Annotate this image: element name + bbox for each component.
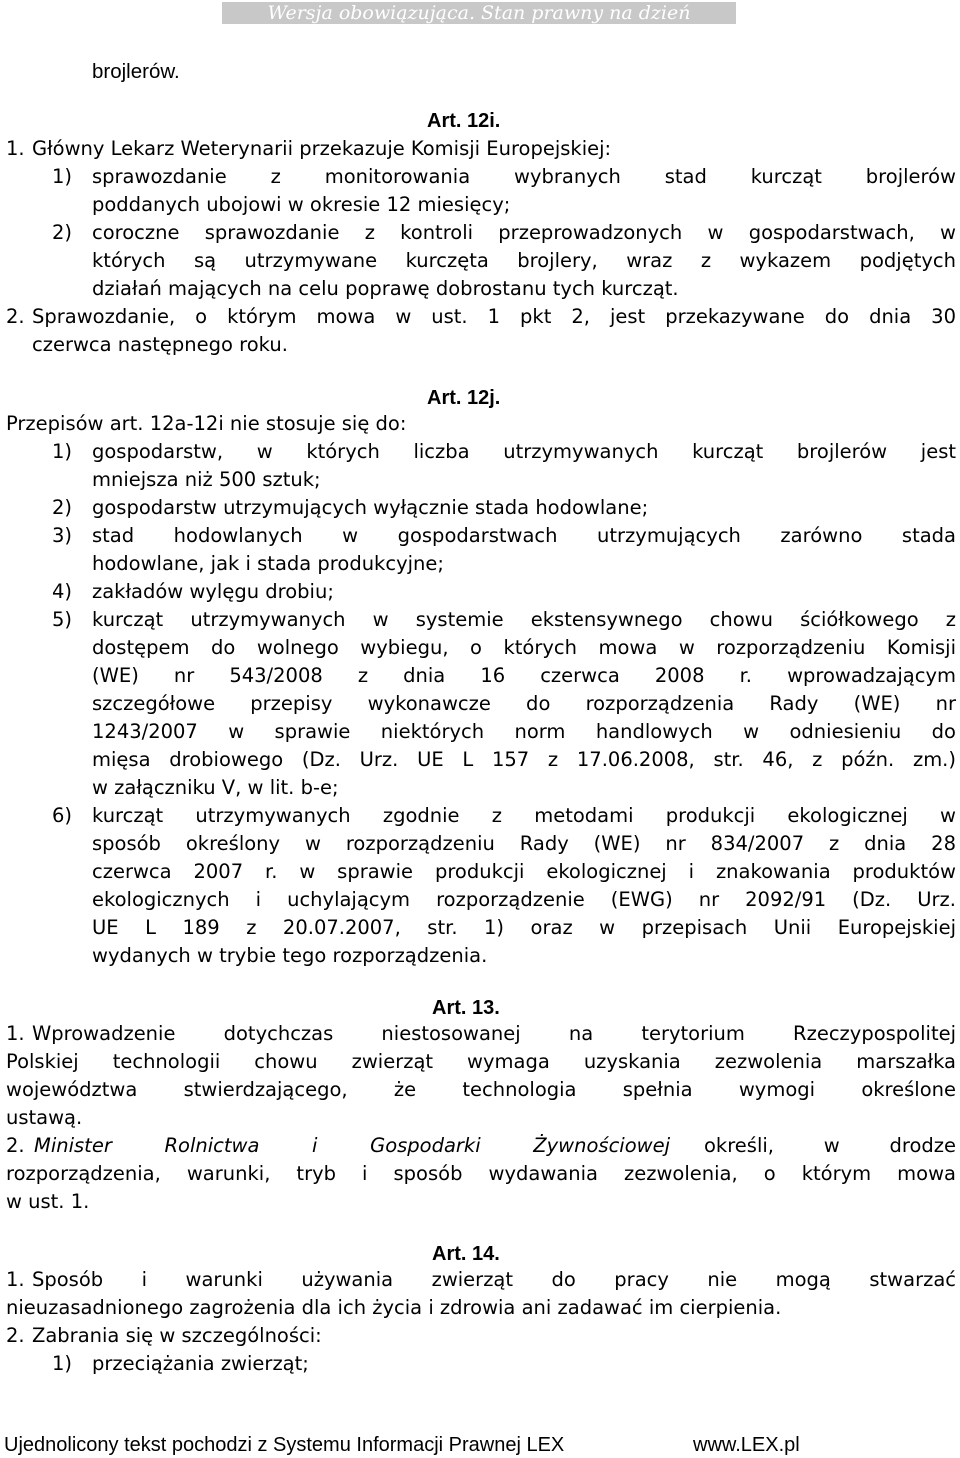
art-12i-p1-number: 1. <box>6 137 25 160</box>
art-12i-item1-line1: sprawozdanie z monitorowania wybranych stad kurcząt brojlerów <box>92 165 956 188</box>
art-12j-item3-line2: hodowlane, jak i stada produkcyjne; <box>92 552 444 575</box>
art-12j-item4-line1: zakładów wylęgu drobiu; <box>92 580 334 603</box>
art-12j-item6-line2: sposób określony w rozporządzeniu Rady (WE) nr 834/2007 z dnia 28 <box>92 832 956 855</box>
art-14-p1-line2: nieuzasadnionego zagrożenia dla ich życia i zdrowia ani zadawać im cierpienia. <box>6 1296 782 1319</box>
art-13-p1-number: 1. <box>6 1022 25 1045</box>
art-13-title: Art. 13. <box>432 997 500 1019</box>
art-12i-item2-line3: działań mających na celu poprawę dobrostanu tych kurcząt. <box>92 277 679 300</box>
art-12j-item6-line6: wydanych w trybie tego rozporządzenia. <box>92 944 488 967</box>
art-13-p1-line1: Wprowadzenie dotychczas niestosowanej na terytorium Rzeczypospolitej <box>32 1022 956 1045</box>
intro-tail: brojlerów. <box>92 60 180 83</box>
art-12j-item5-number: 5) <box>52 608 73 631</box>
art-12i-p1-text: Główny Lekarz Weterynarii przekazuje Komisji Europejskiej: <box>32 137 612 160</box>
art-14-p2-line1: Zabrania się w szczególności: <box>32 1324 322 1347</box>
art-12j-item5-line5: 1243/2007 w sprawie niektórych norm handlowych w odniesieniu do <box>92 720 956 743</box>
art-12j-item4-number: 4) <box>52 580 73 603</box>
art-13-p1-line3: województwa stwierdzającego, że technologia spełnia wymogi określone <box>6 1078 956 1101</box>
art-12i-item2-line1: coroczne sprawozdanie z kontroli przeprowadzonych w gospodarstwach, w <box>92 221 956 244</box>
art-13-p2-line1 <box>34 1132 956 1160</box>
minister-rest-text: określi, w drodze <box>704 1134 956 1157</box>
art-12j-item1-line1: gospodarstw, w których liczba utrzymywanych kurcząt brojlerów jest <box>92 440 956 463</box>
art-14-title: Art. 14. <box>432 1243 500 1265</box>
art-12i-item2-line2: których są utrzymywane kurczęta brojlery, wraz z wykazem podjętych <box>92 249 956 272</box>
art-12j-intro: Przepisów art. 12a-12i nie stosuje się do: <box>6 412 407 435</box>
art-12i-p2-line2: czerwca następnego roku. <box>32 333 288 356</box>
art-13-p2-line3: w ust. 1. <box>6 1190 90 1213</box>
art-12j-item1-line2: mniejsza niż 500 sztuk; <box>92 468 321 491</box>
minister-name-text: Minister Rolnictwa i Gospodarki Żywnościowej <box>34 1134 670 1157</box>
art-12j-item2-number: 2) <box>52 496 73 519</box>
art-12j-item5-line3: (WE) nr 543/2008 z dnia 16 czerwca 2008 r. wprowadzającym <box>92 664 956 687</box>
art-12j-item5-line6: mięsa drobiowego (Dz. Urz. UE L 157 z 17.06.2008, str. 46, z późn. zm.) <box>92 748 956 771</box>
art-12i-p2-line1: Sprawozdanie, o którym mowa w ust. 1 pkt 2, jest przekazywane do dnia 30 <box>32 305 956 328</box>
version-header: Wersja obowiązująca. Stan prawny na dzień 06.06.2014 <box>222 2 736 24</box>
art-12j-item6-line4: ekologicznych i uchylającym rozporządzenie (EWG) nr 2092/91 (Dz. Urz. <box>92 888 956 911</box>
footer-source: Ujednolicony tekst pochodzi z Systemu Informacji Prawnej LEX <box>4 1434 565 1456</box>
art-12j-item5-line7: w załączniku V, w lit. b-e; <box>92 776 339 799</box>
art-12j-item1-number: 1) <box>52 440 73 463</box>
art-12j-item2-line1: gospodarstw utrzymujących wyłącznie stada hodowlane; <box>92 496 649 519</box>
art-12j-title: Art. 12j. <box>427 387 501 409</box>
art-13-p2-number: 2. <box>6 1134 25 1157</box>
art-12j-item6-line3: czerwca 2007 r. w sprawie produkcji ekologicznej i znakowania produktów <box>92 860 956 883</box>
art-12j-item5-line1: kurcząt utrzymywanych w systemie ekstensywnego chowu ściółkowego z <box>92 608 956 631</box>
art-12j-item3-number: 3) <box>52 524 73 547</box>
art-12i-item2-number: 2) <box>52 221 73 244</box>
art-12i-item1-number: 1) <box>52 165 73 188</box>
art-14-item1-line1: przeciążania zwierząt; <box>92 1352 309 1375</box>
art-14-p2-number: 2. <box>6 1324 25 1347</box>
art-12j-item6-line1: kurcząt utrzymywanych zgodnie z metodami produkcji ekologicznej w <box>92 804 956 827</box>
art-12i-title: Art. 12i. <box>427 110 501 132</box>
art-12j-item6-number: 6) <box>52 804 73 827</box>
art-12i-p2-number: 2. <box>6 305 25 328</box>
art-13-p1-line4: ustawą. <box>6 1106 83 1129</box>
footer-website-link[interactable]: www.LEX.pl <box>693 1434 800 1456</box>
art-14-p1-number: 1. <box>6 1268 25 1291</box>
art-13-p2-line2: rozporządzenia, warunki, tryb i sposób wydawania zezwolenia, o którym mowa <box>6 1162 956 1185</box>
art-12j-item5-line4: szczegółowe przepisy wykonawcze do rozporządzenia Rady (WE) nr <box>92 692 956 715</box>
art-12j-item3-line1: stad hodowlanych w gospodarstwach utrzymujących zarówno stada <box>92 524 956 547</box>
minister-name-italic <box>34 1132 670 1160</box>
art-14-p1-line1: Sposób i warunki używania zwierząt do pracy nie mogą stwarzać <box>32 1268 956 1291</box>
art-13-p1-line2: Polskiej technologii chowu zwierząt wymaga uzyskania zezwolenia marszałka <box>6 1050 956 1073</box>
art-12i-item1-line2: poddanych ubojowi w okresie 12 miesięcy; <box>92 193 511 216</box>
art-14-item1-number: 1) <box>52 1352 73 1375</box>
art-12j-item5-line2: dostępem do wolnego wybiegu, o których mowa w rozporządzeniu Komisji <box>92 636 956 659</box>
art-12j-item6-line5: UE L 189 z 20.07.2007, str. 1) oraz w przepisach Unii Europejskiej <box>92 916 956 939</box>
